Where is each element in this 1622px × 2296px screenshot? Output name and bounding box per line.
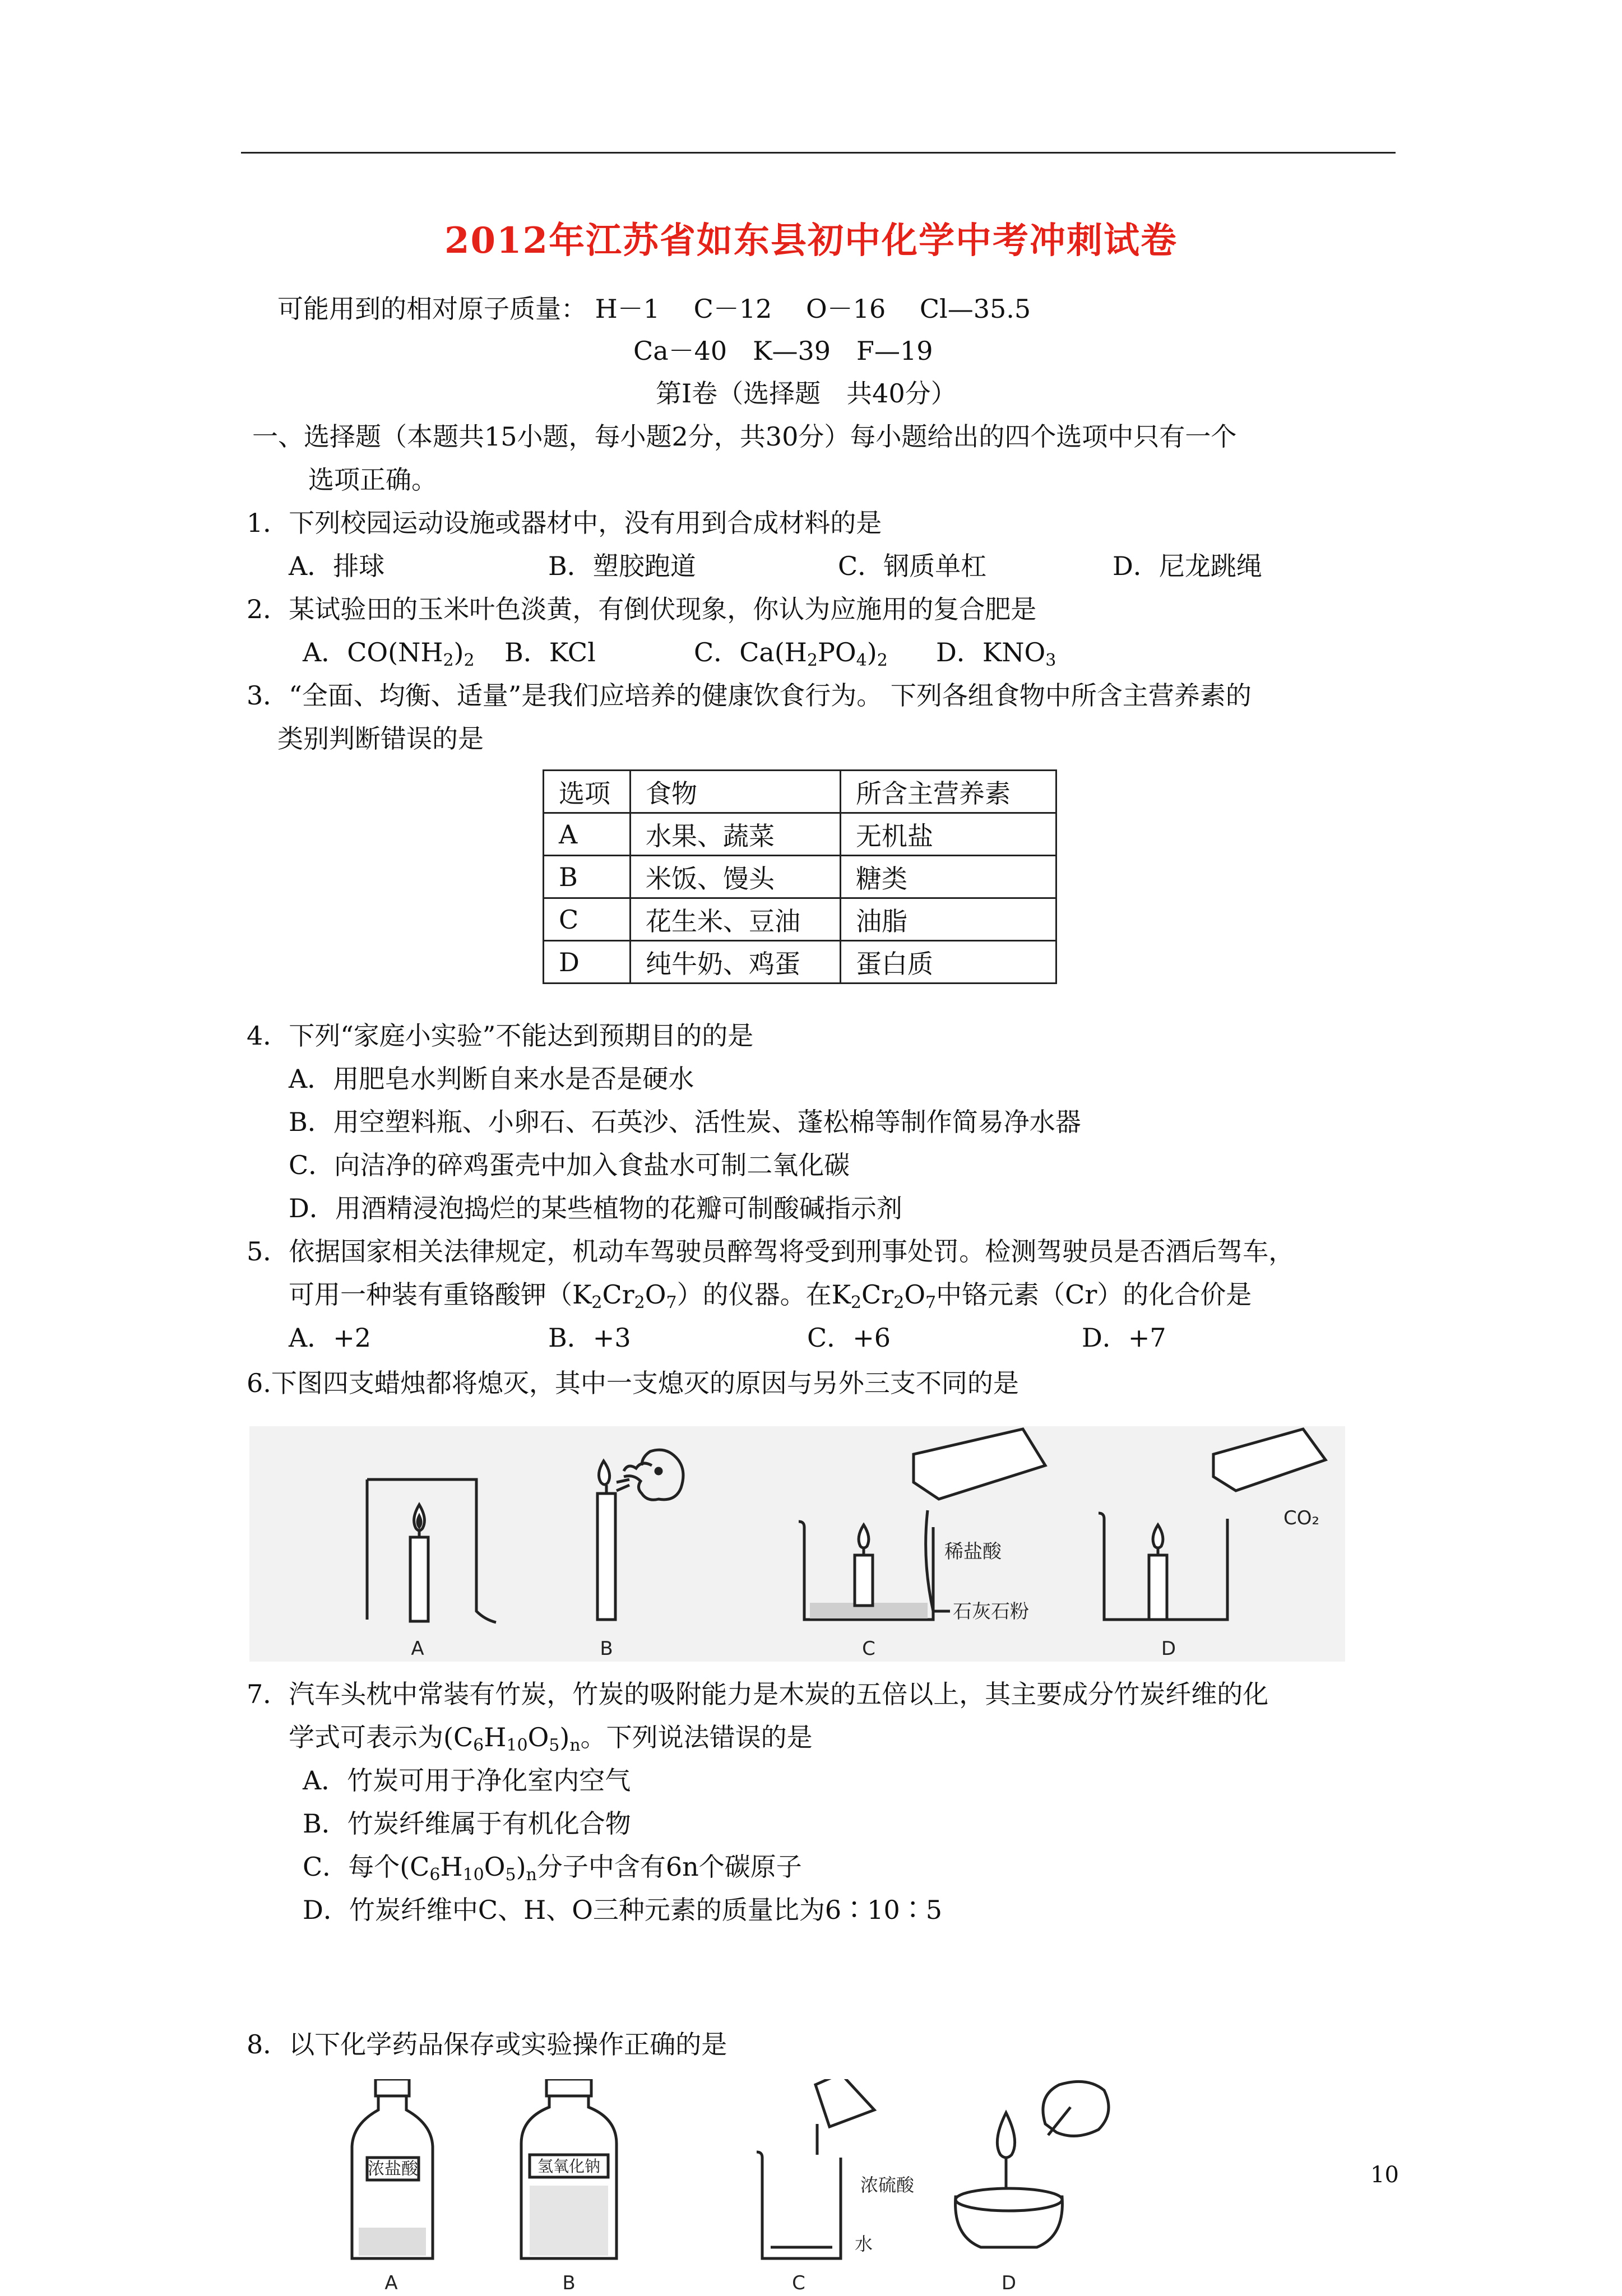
candle-c-diagram xyxy=(799,1429,1045,1620)
question-5-stem: 5．依据国家相关法律规定，机动车驾驶员醉驾将受到刑事处罚。检测驾驶员是否酒后驾车， xyxy=(247,1236,1295,1267)
q1-option-b: B．塑胶跑道 xyxy=(548,551,696,581)
q5-option-c: C．+6 xyxy=(807,1323,891,1353)
page-number: 10 xyxy=(1370,2162,1399,2188)
table-cell: 米饭、馒头 xyxy=(631,856,841,898)
lab-label-a: A xyxy=(384,2272,398,2294)
table-row xyxy=(544,856,1056,898)
atomic-masses-2: Ca－40 K—39 F—19 xyxy=(633,336,933,366)
table-cell: D xyxy=(544,941,631,984)
table-header-cell: 食物 xyxy=(631,771,841,813)
table-row xyxy=(544,898,1056,941)
section-header-cont: 选项正确。 xyxy=(308,465,437,495)
water-label: 水 xyxy=(855,2233,873,2255)
part-header: 第Ⅰ卷（选择题 共40分） xyxy=(656,378,957,409)
acid-label: 稀盐酸 xyxy=(944,1541,1002,1563)
h2so4-label: 浓硫酸 xyxy=(860,2174,915,2196)
candle-label-d: D xyxy=(1161,1638,1176,1660)
q2-option-b: B．KCl xyxy=(504,637,596,667)
question-3-stem: 3．“全面、均衡、适量”是我们应培养的健康饮食行为。 下列各组食物中所含主营养素的 xyxy=(247,680,1252,711)
q4-option-c: C．向洁净的碎鸡蛋壳中加入食盐水可制二氧化碳 xyxy=(289,1150,850,1180)
candle-a-diagram xyxy=(367,1479,496,1622)
table-cell: C xyxy=(544,898,631,941)
q4-option-d: D．用酒精浸泡捣烂的某些植物的花瓣可制酸碱指示剂 xyxy=(289,1193,902,1223)
beaker-c-diagram xyxy=(757,2079,874,2258)
question-8-stem: 8．以下化学药品保存或实验操作正确的是 xyxy=(247,2029,727,2060)
q1-option-d: D．尼龙跳绳 xyxy=(1113,551,1262,581)
naoh-label: 氢氧化钠 xyxy=(537,2157,601,2176)
table-header-cell: 选项 xyxy=(544,771,631,813)
q2-option-a: A．$CO(NH_2)_2$ xyxy=(303,637,475,670)
table-row xyxy=(544,813,1056,856)
table-cell: A xyxy=(544,813,631,856)
lab-label-b: B xyxy=(562,2272,576,2294)
q5-option-a: A．+2 xyxy=(289,1323,372,1353)
q7-option-d: D．竹炭纤维中C、H、O三种元素的质量比为6∶10∶5 xyxy=(303,1895,942,1925)
table-cell: B xyxy=(544,856,631,898)
q4-option-a: A．用肥皂水判断自来水是否是硬水 xyxy=(289,1064,694,1094)
question-7-stem: 7．汽车头枕中常装有竹炭，竹炭的吸附能力是木炭的五倍以上，其主要成分竹炭纤维的化 xyxy=(247,1679,1269,1709)
candle-figure xyxy=(249,1426,1345,1662)
question-7-stem-cont: 学式可表示为$(C_6H_{10}O_5)_n$。下列说法错误的是 xyxy=(289,1722,813,1755)
table-cell: 花生米、豆油 xyxy=(631,898,841,941)
q4-option-b: B．用空塑料瓶、小卵石、石英沙、活性炭、蓬松棉等制作简易净水器 xyxy=(289,1107,1081,1137)
candle-label-c: C xyxy=(862,1638,875,1660)
q2-option-d: D．$KNO_3$ xyxy=(936,637,1056,670)
question-6-stem: 6.下图四支蜡烛都将熄灭，其中一支熄灭的原因与另外三支不同的是 xyxy=(247,1368,1019,1398)
table-cell: 水果、蔬菜 xyxy=(631,813,841,856)
q5-option-d: D．+7 xyxy=(1082,1323,1166,1353)
table-cell: 油脂 xyxy=(841,898,1056,941)
q5-option-b: B．+3 xyxy=(548,1323,631,1353)
question-4-stem: 4．下列“家庭小实验”不能达到预期目的的是 xyxy=(247,1021,754,1051)
table-cell: 蛋白质 xyxy=(841,941,1056,984)
hcl-label: 浓盐酸 xyxy=(368,2159,418,2179)
section-header: 一、选择题（本题共15小题，每小题2分，共30分）每小题给出的四个选项中只有一个 xyxy=(252,421,1237,452)
q7-option-b: B．竹炭纤维属于有机化合物 xyxy=(303,1808,631,1839)
q1-option-a: A．排球 xyxy=(289,551,385,581)
page-title: 2012年江苏省如东县初中化学中考冲刺试卷 xyxy=(444,220,1178,262)
q7-option-c: C．每个$(C_6H_{10}O_5)_n$分子中含有6n个碳原子 xyxy=(303,1852,802,1885)
question-5-stem-cont: 可用一种装有重铬酸钾$(K_2Cr_2O_7)$的仪器。在$K_2Cr_2O_7$中铬元素（Cr）的化合价是 xyxy=(289,1279,1252,1312)
question-2-stem: 2．某试验田的玉米叶色淡黄，有倒伏现象，你认为应施用的复合肥是 xyxy=(247,594,1037,624)
question-1-stem: 1．下列校园运动设施或器材中，没有用到合成材料的是 xyxy=(247,508,882,538)
table-cell: 无机盐 xyxy=(841,813,1056,856)
lab-label-c: C xyxy=(792,2272,805,2294)
co2-label: CO₂ xyxy=(1283,1507,1320,1529)
table-cell: 纯牛奶、鸡蛋 xyxy=(631,941,841,984)
q2-option-c: C．$Ca(H_2PO_4)_2$ xyxy=(694,637,888,670)
atomic-masses-1: 可能用到的相对原子质量： H－1 C－12 O－16 Cl—35.5 xyxy=(277,294,1031,324)
candle-label-b: B xyxy=(600,1638,613,1660)
table-cell: 糖类 xyxy=(841,856,1056,898)
lab-operation-figure xyxy=(336,2079,1205,2294)
candle-label-a: A xyxy=(411,1638,424,1660)
q7-option-a: A．竹炭可用于净化室内空气 xyxy=(303,1765,631,1796)
lab-label-d: D xyxy=(1001,2272,1017,2294)
lamp-d-diagram xyxy=(956,2081,1109,2247)
table-row xyxy=(544,941,1056,984)
q1-option-c: C．钢质单杠 xyxy=(838,551,987,581)
limestone-label: 石灰石粉 xyxy=(953,1601,1029,1623)
question-3-stem-cont: 类别判断错误的是 xyxy=(277,723,484,754)
table-header-row xyxy=(544,771,1056,813)
header-rule xyxy=(241,152,1396,154)
candle-b-diagram xyxy=(597,1450,683,1620)
table-header-cell: 所含主营养素 xyxy=(841,771,1056,813)
nutrient-table xyxy=(543,769,1057,984)
